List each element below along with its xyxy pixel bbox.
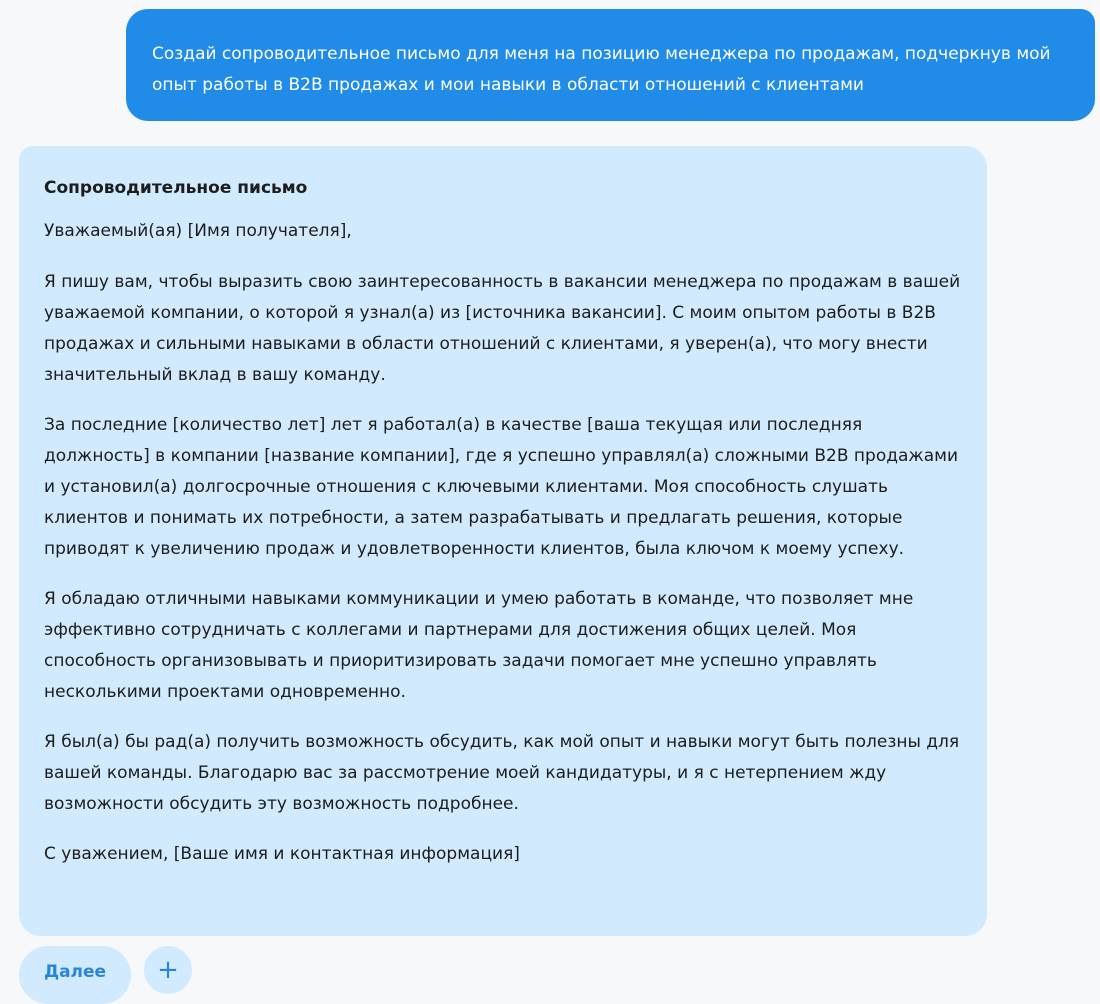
letter-paragraph: Я был(а) бы рад(а) получить возможность обсудить, как мой опыт и навыки могут быть полезны для вашей команды. Благодарю вас за рассмотрение моей кандидатуры, и я с нетерпением жду возможности обсудить эту возможность подробнее. xyxy=(44,732,960,814)
letter-paragraph: Я обладаю отличными навыками коммуникации и умею работать в команде, что позволяет мне эффективно сотрудничать с коллегами и партнерами для достижения общих целей. Моя способность организовывать и приоритизировать задачи помогает мне успешно управлять несколькими проектами одновременно. xyxy=(44,589,914,702)
user-message-bubble xyxy=(126,9,1095,121)
assistant-message-bubble xyxy=(19,146,987,936)
letter-title: Сопроводительное письмо xyxy=(44,178,308,198)
plus-icon: + xyxy=(157,955,179,985)
letter-paragraph: Я пишу вам, чтобы выразить свою заинтересованность в вакансии менеджера по продажам в вашей уважаемой компании, о которой я узнал(а) из [источника вакансии]. С моим опытом работы в B2B продажах и сильными навыками в области отношений с клиентами, я уверен(а), что могу внести значительный вклад в вашу команду. xyxy=(44,272,961,385)
add-button[interactable] xyxy=(144,946,192,994)
letter-greeting: Уважаемый(ая) [Имя получателя], xyxy=(44,221,352,241)
continue-button[interactable]: Далее xyxy=(19,946,131,1004)
letter-paragraph: За последние [количество лет] лет я работал(а) в качестве [ваша текущая или последняя должность] в компании [название компании], где я успешно управлял(а) сложными B2B продажами и установил(а) долгосрочные отношения с ключевыми клиентами. Моя способность слушать клиентов и понимать их потребности, а затем разрабатывать и предлагать решения, которые приводят к увеличению продаж и удовлетворенности клиентов, была ключом к моему успеху. xyxy=(44,415,959,559)
user-message-text: Создай сопроводительное письмо для меня на позицию менеджера по продажам, подчеркнув мой опыт работы в B2B продажах и мои навыки в области отношений с клиентами xyxy=(152,44,1051,95)
letter-closing: С уважением, [Ваше имя и контактная информация] xyxy=(44,844,520,864)
